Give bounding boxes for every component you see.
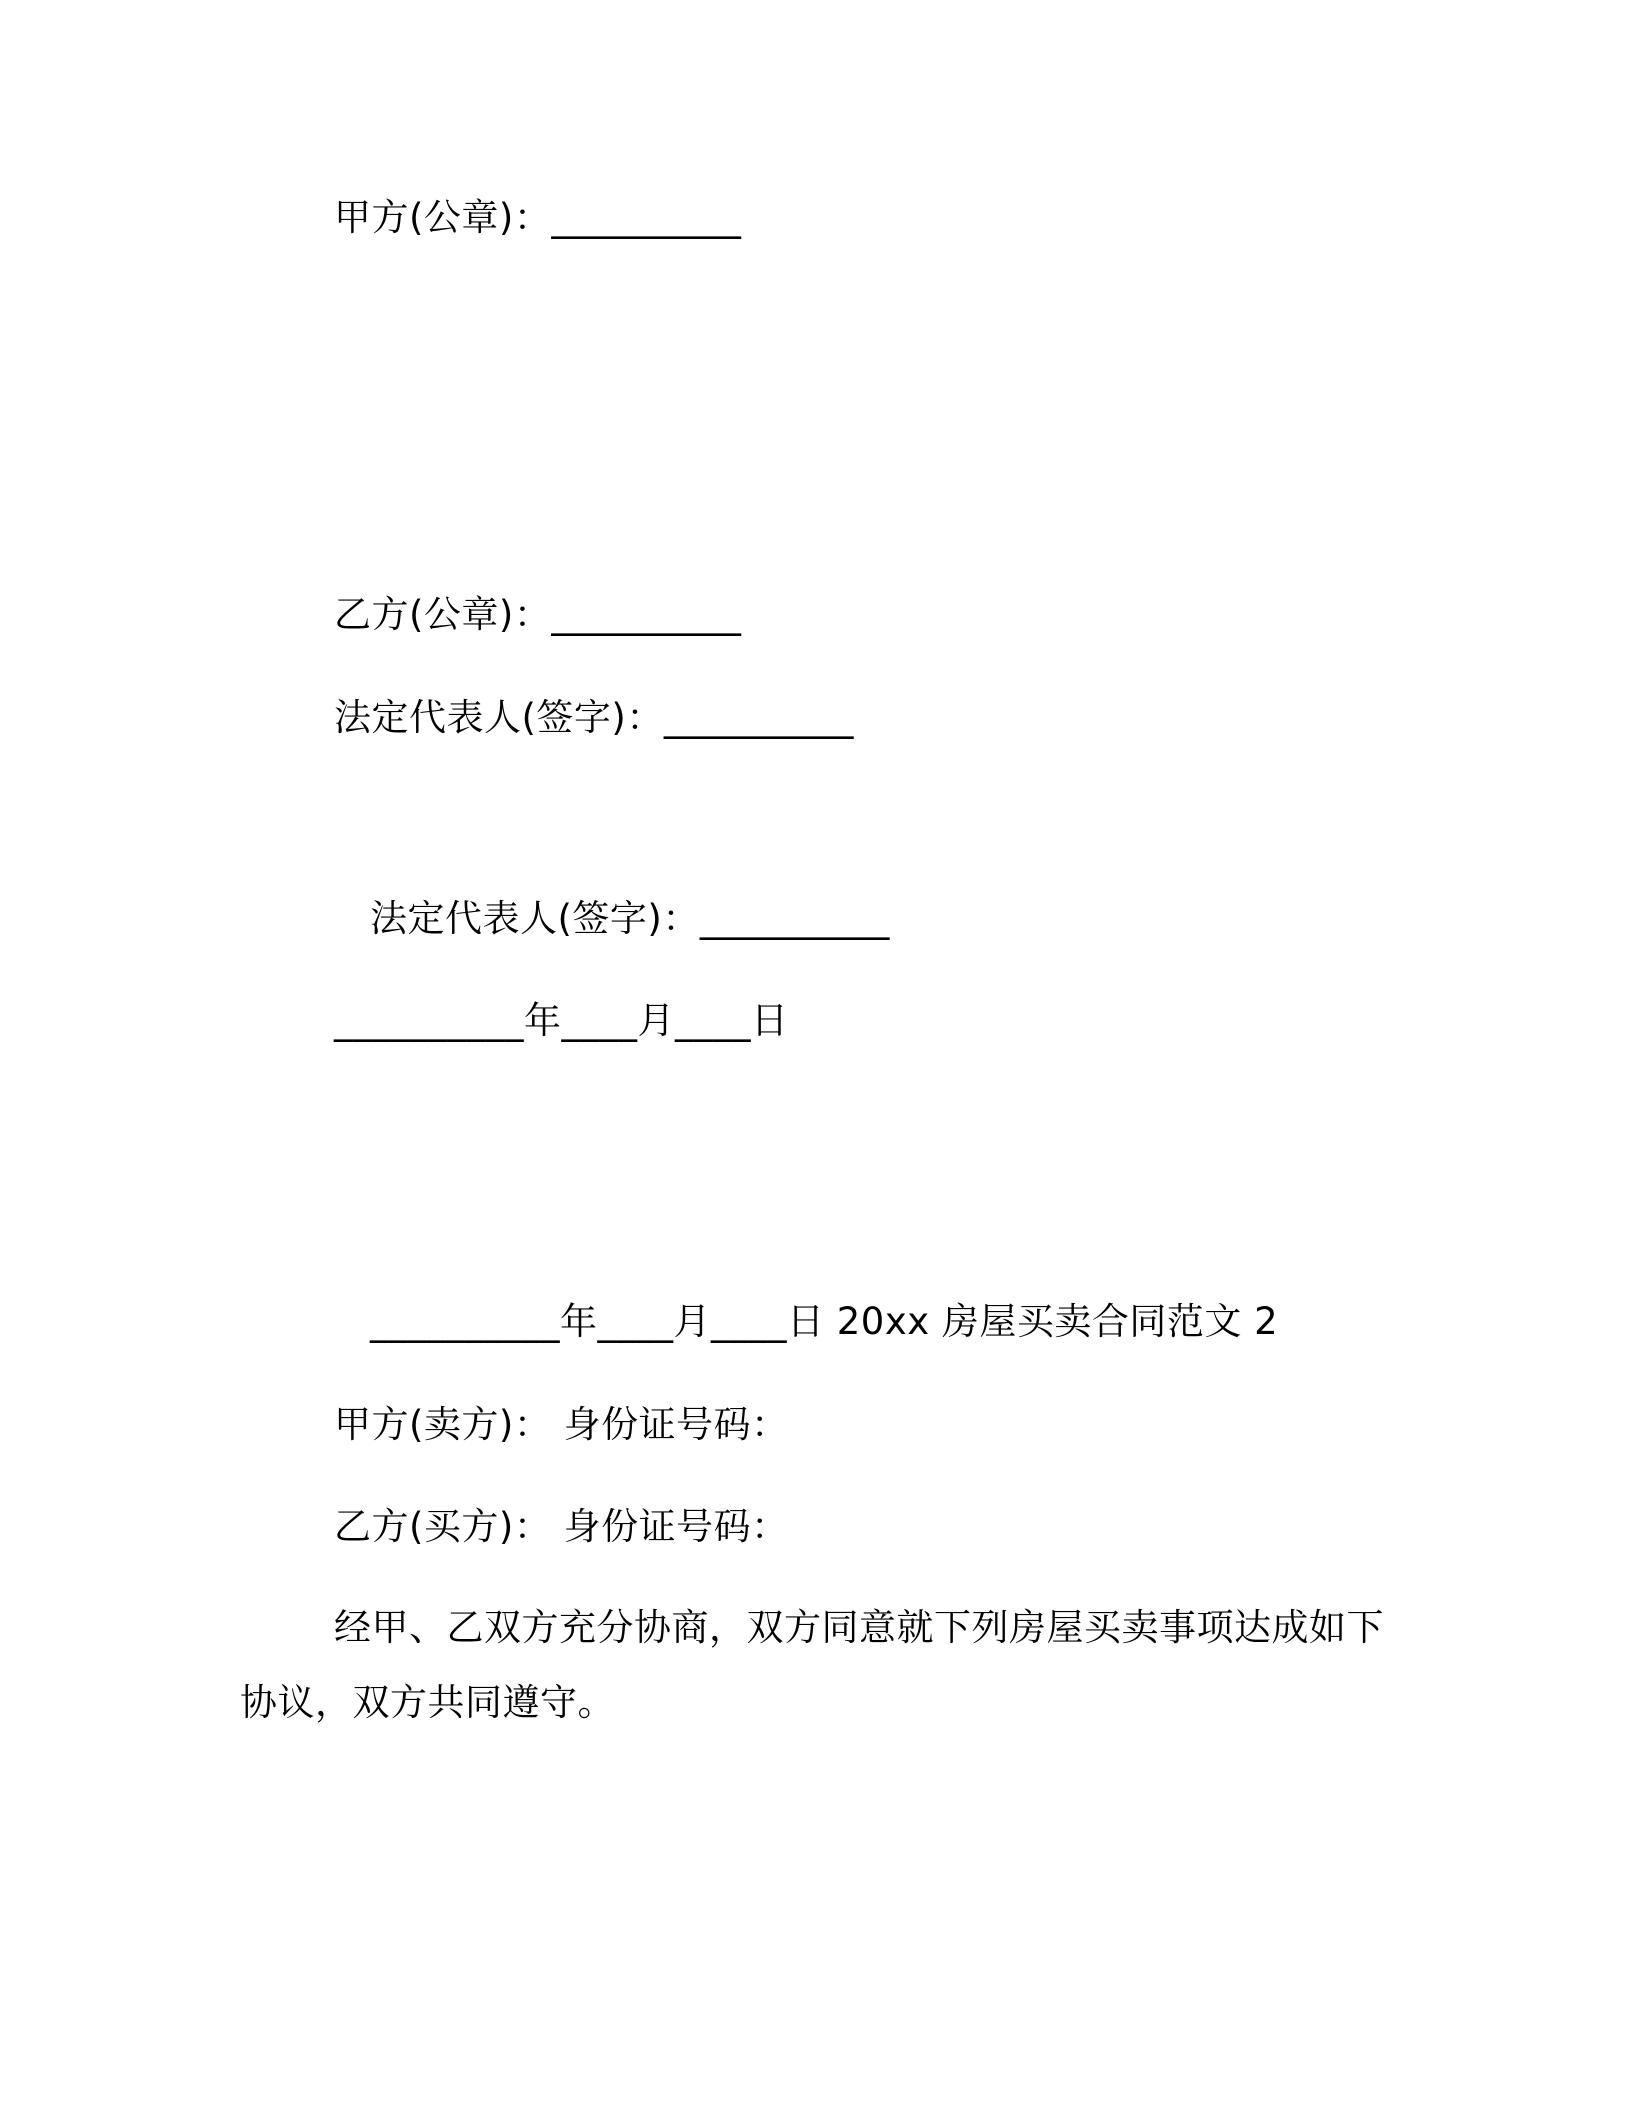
date-line: __________年____月____日 [334, 999, 789, 1042]
legal-representative-signature-line: 法定代表人(签字)：__________ [334, 696, 854, 739]
date-and-section-title: __________年____月____日 20xx 房屋买卖合同范文 2 [370, 1300, 1279, 1343]
intro-paragraph-line-1: 经甲、乙双方充分协商，双方同意就下列房屋买卖事项达成如下 [334, 1606, 1384, 1649]
intro-paragraph-line-2: 协议，双方共同遵守。 [240, 1681, 615, 1724]
party-a-seal-line: 甲方(公章)：__________ [334, 196, 742, 239]
legal-representative-signature-line-2: 法定代表人(签字)：__________ [370, 897, 890, 940]
buyer-line: 乙方(买方)： 身份证号码： [334, 1505, 789, 1548]
seller-line: 甲方(卖方)： 身份证号码： [334, 1403, 789, 1446]
party-b-seal-line: 乙方(公章)：__________ [334, 593, 742, 636]
